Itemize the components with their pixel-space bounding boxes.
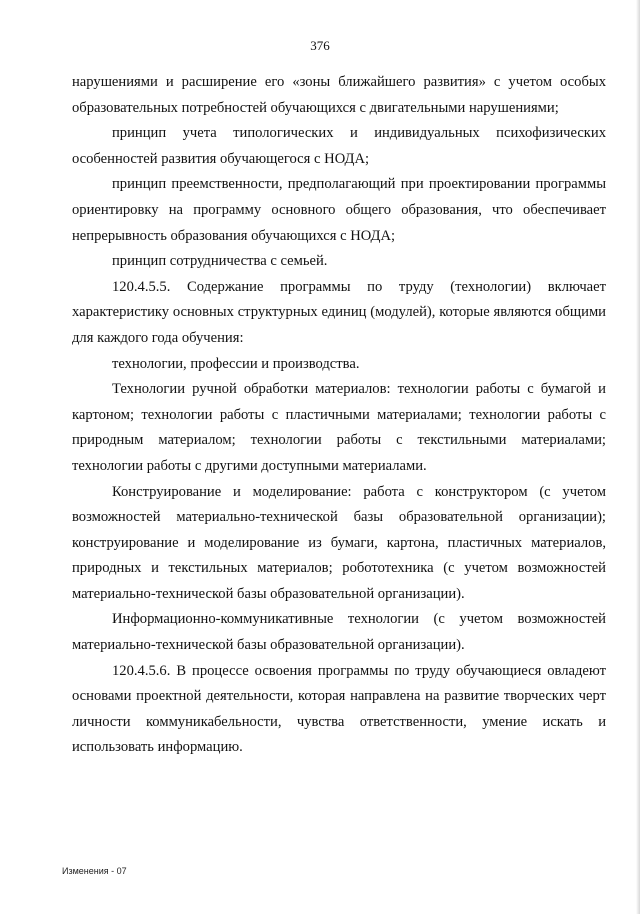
paragraph-continued: нарушениями и расширение его «зоны ближайшего развития» с учетом особых образовательных потребностей обучающихся с двигательными нарушениями; [72, 74, 606, 116]
paragraph-principle-typological: принцип учета типологических и индивидуальных психофизических особенностей развития обучающегося с НОДА; [72, 125, 606, 167]
document-body [72, 70, 606, 761]
footer-revision: Изменения - 07 [62, 866, 127, 876]
page-number: 376 [310, 38, 330, 53]
paragraph-principle-family: принцип сотрудничества с семьей. [112, 253, 328, 270]
paragraph-120-4-5-6: 120.4.5.6. В процессе освоения программы по труду обучающиеся овладеют основами проектной деятельности, которая направлена на развитие творческих черт личности коммуникабельности, чувства ответственности, умение искать и использовать информацию. [72, 662, 606, 756]
paragraph-ict: Информационно-коммуникативные технологии (с учетом возможностей материально-технической базы образовательной организации). [72, 611, 606, 654]
paragraph-120-4-5-5: 120.4.5.5. Содержание программы по труду (технологии) включает характеристику основных структурных единиц (модулей), которые являются общими для каждого года обучения: [72, 278, 606, 346]
scan-edge [636, 0, 640, 914]
paragraph-principle-continuity: принцип преемственности, предполагающий при проектировании программы ориентировку на программу основного общего образования, что обеспечивает непрерывность образования обучающихся с НОДА; [72, 176, 606, 244]
paragraph-manual-processing: Технологии ручной обработки материалов: технологии работы с бумагой и картоном; технологии работы с пластичными материалами; технологии работы с природным материалом; технологии работы с текстильными материалами; технологии работы с другими доступными материалами. [72, 381, 606, 474]
paragraph-construction-modeling: Конструирование и моделирование: работа с конструктором (с учетом возможностей материально-технической базы образовательной организации); конструирование и моделирование из бумаги, картона, пластичных материалов, природных и текстильных материалов; робототехника (с учетом возможностей материально-технической базы образовательной организации). [72, 483, 606, 602]
paragraph-technologies-professions: технологии, профессии и производства. [112, 355, 360, 372]
